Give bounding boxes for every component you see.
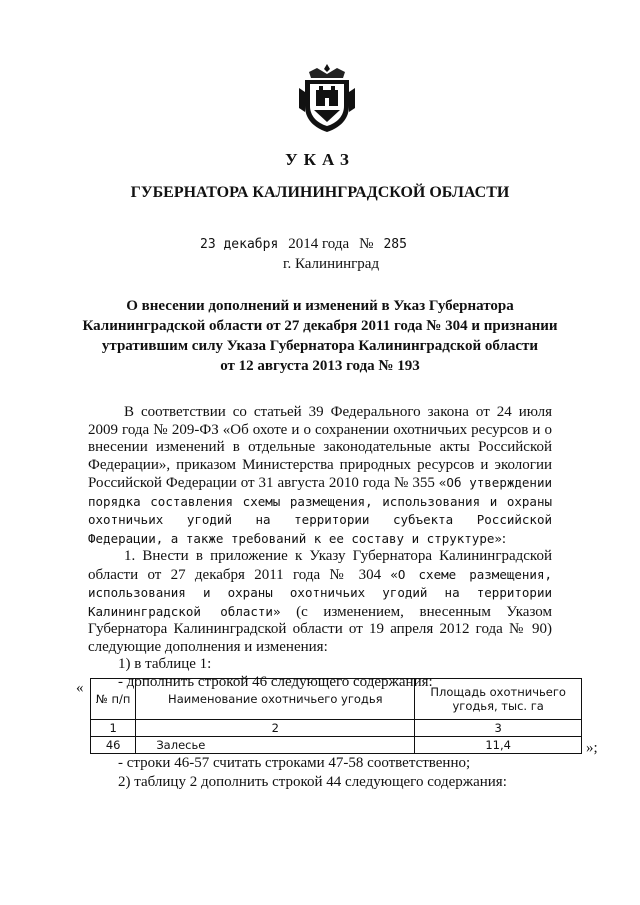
hunting-grounds-table bbox=[90, 678, 582, 754]
decree-date: 23 декабря bbox=[200, 237, 279, 252]
col-header-name: Наименование охотничьего угодья bbox=[136, 679, 415, 720]
col-header-area: Площадь охотничьего угодья, тыс. га bbox=[415, 679, 582, 720]
item-1: 1) в таблице 1: bbox=[118, 656, 212, 672]
heading-line: утратившим силу Указа Губернатора Калининградской области bbox=[101, 338, 539, 354]
col-header-number: № п/п bbox=[91, 679, 136, 720]
preamble-end: : bbox=[501, 530, 507, 547]
clause-1-paragraph bbox=[88, 548, 552, 656]
table-cell: Залесье bbox=[136, 737, 415, 754]
decree-number: 285 bbox=[383, 237, 407, 252]
heading-line: от 12 августа 2013 года № 193 bbox=[220, 358, 420, 374]
number-sign: № bbox=[359, 236, 374, 252]
table-header-row bbox=[91, 679, 582, 720]
table-cell: 2 bbox=[136, 720, 415, 737]
document-title: УКАЗ bbox=[285, 150, 355, 169]
table-cell: 3 bbox=[415, 720, 582, 737]
table-cell: 46 bbox=[91, 737, 136, 754]
decree-date-line bbox=[200, 236, 407, 253]
quote-close: »; bbox=[586, 740, 598, 756]
table-cell: 1 bbox=[91, 720, 136, 737]
decree-city: г. Калининград bbox=[283, 256, 380, 272]
preamble-order-title: «Об утверждении порядка составления схемы размещения, использования и охраны охотничьих угодий на территории субъекта Российской Федерации, а также требований к ее составу и структуре» bbox=[88, 475, 553, 546]
decree-body bbox=[88, 404, 552, 691]
table-row bbox=[91, 737, 582, 754]
document-subtitle: ГУБЕРНАТОРА КАЛИНИНГРАДСКОЙ ОБЛАСТИ bbox=[130, 184, 510, 201]
clause-1-scheme-title: «О схеме размещения, использования и охраны охотничьих угодий на территории Калининградской области» bbox=[88, 566, 553, 619]
table-cell: 11,4 bbox=[415, 737, 582, 754]
table-index-row bbox=[91, 720, 582, 737]
amendment-line: 2) таблицу 2 дополнить строкой 44 следующего содержания: bbox=[118, 774, 507, 790]
decree-year: 2014 года bbox=[288, 236, 350, 252]
coat-of-arms-emblem bbox=[297, 62, 357, 134]
decree-heading bbox=[80, 296, 560, 376]
amendment-line: - строки 46-57 считать строками 47-58 соответственно; bbox=[118, 755, 471, 771]
heading-line: О внесении дополнений и изменений в Указ Губернатора bbox=[126, 298, 514, 314]
clause-1-text: 1. Внести в приложение к Указу Губернатора Калининградской области от 27 декабря 2011 года № 304 bbox=[88, 548, 552, 583]
amendment-lines bbox=[88, 754, 552, 792]
preamble-paragraph bbox=[88, 404, 552, 548]
clause-1-tail: (с изменением, внесенным Указом Губернатора Калининградской области от 19 апреля 2012 года № 90) следующие дополнения и изменения: bbox=[88, 603, 552, 655]
heading-line: Калининградской области от 27 декабря 2011 года № 304 и признании bbox=[82, 318, 558, 334]
quote-open: « bbox=[76, 680, 84, 696]
item-1-sub: - дополнить строкой 46 следующего содержания: bbox=[118, 673, 433, 690]
preamble-text: В соответствии со статьей 39 Федерального закона от 24 июля 2009 года № 209-ФЗ «Об охоте и о сохранении охотничьих ресурсов и о внесении изменений в отдельные законодательные акты Российской Федерации», приказом Министерства природных ресурсов и экологии Российской Федерации от 31 августа 2010 года № 355 bbox=[88, 404, 552, 491]
